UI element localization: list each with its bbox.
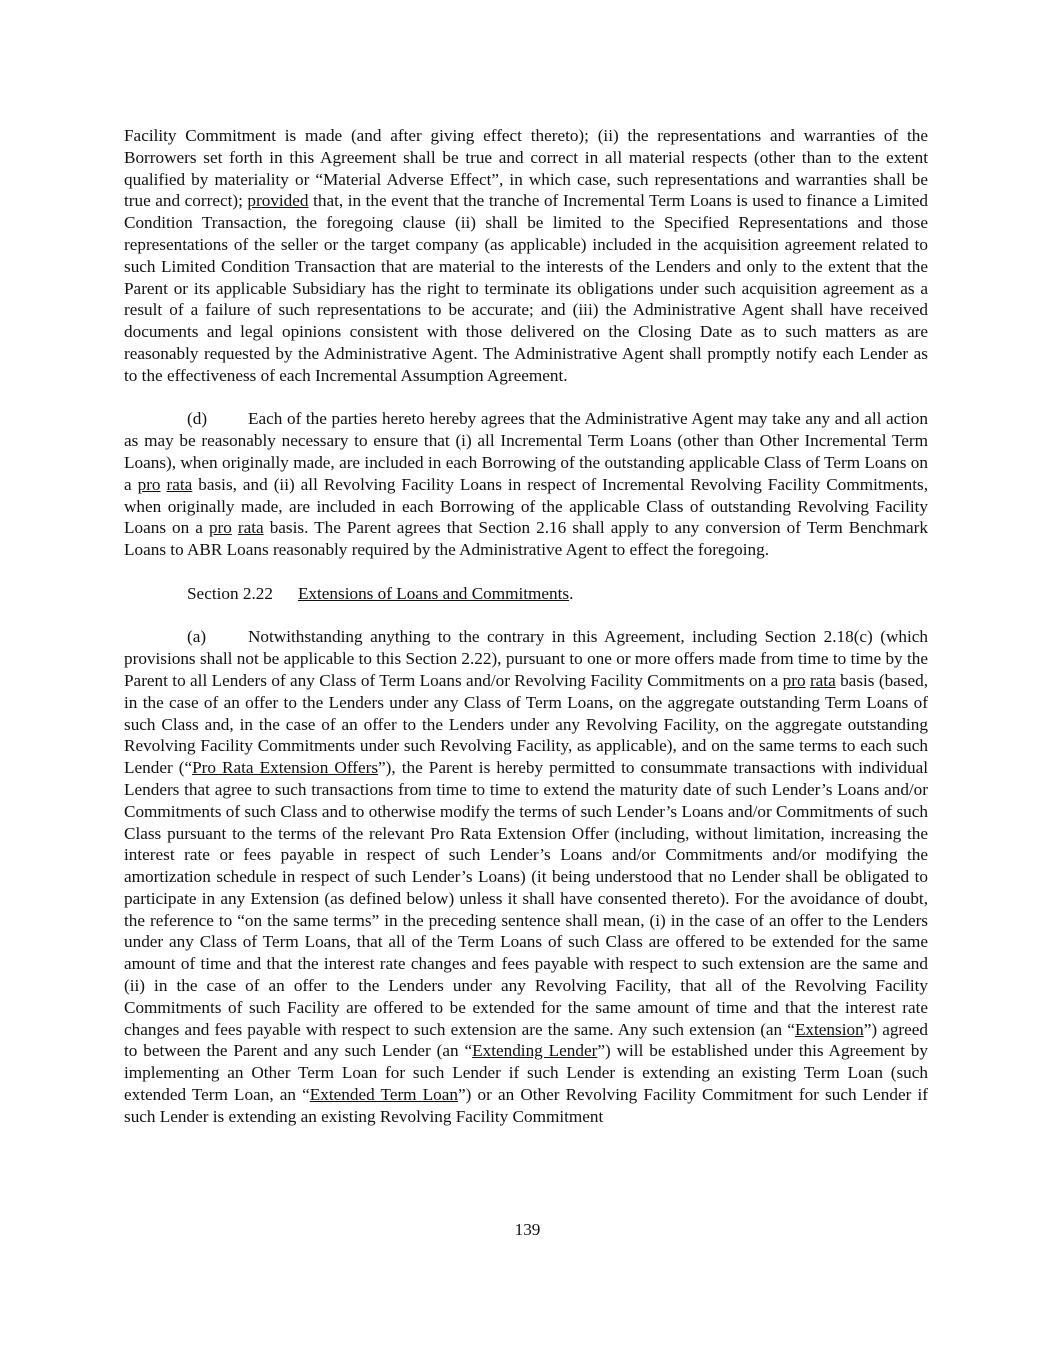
text-run: Notwithstanding anything to the contrary in this Agreement, including Section 2.18(c) (which provisions shall not be applicable to this Section 2.22), pursuant to one or more offers made from time to time by the Parent to all Lenders of any Class of Term Loans and/or Revolving Facility Commitments on a [124,627,928,690]
defined-term-extension: Extension [794,1019,864,1039]
underlined-term: rata [166,474,193,494]
clause-label: (a) [187,627,207,647]
underlined-term: pro [208,518,232,538]
text-run: basis, and (ii) all Revolving Facility Loans in respect of Incremental Revolving Facility Commitments, when originally made, are included in each Borrowing of the applicable Class of outstanding Revolving Facility Loans on a [124,474,928,538]
defined-term-extending-lender: Extending Lender [472,1041,598,1061]
text-run: ”) agreed to between the Parent and any such Lender (an “ [124,1019,928,1061]
section-title: Extensions of Loans and Commitments [297,583,570,603]
underlined-term: pro [137,474,161,494]
section-heading [124,583,928,605]
section-title-end: . [569,583,574,603]
document-page [124,125,928,1149]
underlined-term: rata [237,518,264,538]
underlined-term: rata [809,670,836,690]
text-run: that, in the event that the tranche of Incremental Term Loans is used to finance a Limited Condition Transaction, the foregoing clause (ii) shall be limited to the Specified Representations and those representations of the seller or the target company (as applicable) included in the acquisition agreement related to such Limited Condition Transaction that are material to the interests of the Lenders and only to the extent that the Parent or its applicable Subsidiary has the right to terminate its obligations under such acquisition agreement as a result of a failure of such representations to be accurate; and (iii) the Administrative Agent shall have received documents and legal opinions consistent with those delivered on the Closing Date as to such matters as are reasonably requested by the Administrative Agent. The Administrative Agent shall promptly notify each Lender as to the effectiveness of each Incremental Assumption Agreement. [124,191,928,385]
text-run: ”) will be established under this Agreement by implementing an Other Term Loan for such Lender if such Lender is extending an existing Term Loan (such extended Term Loan, an “ [124,1041,928,1105]
defined-term-pro-rata-extension-offers: Pro Rata Extension Offers [192,758,379,778]
paragraph-d [124,408,928,561]
defined-term-extended-term-loan: Extended Term Loan [309,1085,458,1105]
text-run: Facility Commitment is made (and after giving effect thereto); (ii) the representations and warranties of the Borrowers set forth in this Agreement shall be true and correct in all material respects (other than to the extent qualified by materiality or “Material Adverse Effect”, in which case, such representations and warranties shall be true and correct); [124,126,928,211]
defined-term-provided: provided [247,191,309,211]
text-run: ”) or an Other Revolving Facility Commitment for such Lender if such Lender is extending an existing Revolving Facility Commitment [124,1085,928,1126]
text-run: Each of the parties hereto hereby agrees that the Administrative Agent may take any and all action as may be reasonably necessary to ensure that (i) all Incremental Term Loans (other than Other Incremental Term Loans), when originally made, are included in each Borrowing of the outstanding applicable Class of Term Loans on a [124,409,928,494]
underlined-term: pro [782,670,806,690]
text-run: ”), the Parent is hereby permitted to consummate transactions with individual Lenders that agree to such transactions from time to time to extend the maturity date of such Lender’s Loans and/or Commitments of such Class and to otherwise modify the terms of such Lender’s Loans and/or Commitments of such Class pursuant to the terms of the relevant Pro Rata Extension Offer (including, without limitation, increasing the interest rate or fees payable in respect of such Lender’s Loans and/or Commitments and/or modifying the amortization schedule in respect of such Lender’s Loans) (it being understood that no Lender shall be obligated to participate in any Extension (as defined below) unless it shall have consented thereto). For the avoidance of doubt, the reference to “on the same terms” in the preceding sentence shall mean, (i) in the case of an offer to the Lenders under any Class of Term Loans, that all of the Term Loans of such Class are offered to be extended for the same amount of time and that the interest rate changes and fees payable with respect to such extension are the same and (ii) in the case of an offer to the Lenders under any Revolving Facility, that all of the Revolving Facility Commitments of such Facility are offered to be extended for the same amount of time and that the interest rate changes and fees payable with respect to such extension are the same. Any such extension (an “ [124,758,928,1039]
clause-label: (d) [187,409,208,429]
paragraph-a [124,626,928,1127]
section-number: Section 2.22 [187,583,273,603]
text-run: basis. The Parent agrees that Section 2.16 shall apply to any conversion of Term Benchmark Loans to ABR Loans reasonably required by the Administrative Agent to effect the foregoing. [124,518,928,560]
page-number: 139 [514,1220,541,1239]
paragraph-c-continuation [124,125,928,387]
text-run: basis (based, in the case of an offer to the Lenders under any Class of Term Loans, on the aggregate outstanding Term Loans of such Class and, in the case of an offer to the Lenders under any Revolving Facility, on the aggregate outstanding Revolving Facility Commitments under such Revolving Facility, as applicable), and on the same terms to each such Lender (“ [124,670,929,778]
